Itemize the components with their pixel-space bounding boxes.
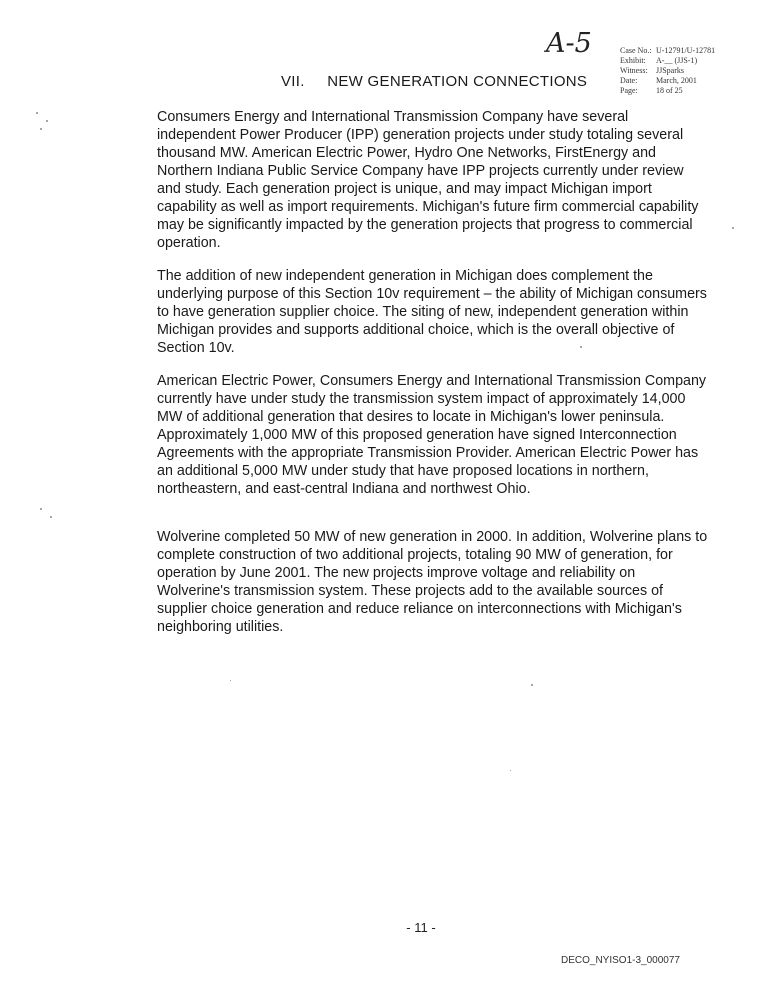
paragraph-wolverine: Wolverine completed 50 MW of new generation in 2000. In addition, Wolverine plans to complete construction of two additional projects, totaling 90 MW of generation, for operation by June 2001. The new projects improve voltage and reliability on Wolverine's transmission system. These projects add to the available sources of supplier choice generation and reduce reliance on interconnections with Michigan's neighboring utilities. [157, 529, 708, 635]
exhibit-value: A-__ (JJS-1) [656, 56, 698, 65]
case-stamp-row [620, 86, 715, 96]
scan-speck [580, 346, 582, 348]
scan-speck [40, 508, 42, 510]
case-stamp-row [620, 66, 715, 76]
scan-speck [230, 680, 231, 681]
bates-number: DECO_NYISO1-3_000077 [561, 955, 680, 966]
scan-speck [531, 684, 533, 686]
scan-speck [732, 227, 734, 229]
case-stamp-row [620, 46, 715, 56]
case-no-label: Case No.: [620, 46, 652, 55]
page-label: Page: [620, 86, 638, 95]
section-title: NEW GENERATION CONNECTIONS [327, 73, 588, 90]
paragraph-transmission-study: American Electric Power, Consumers Energy and International Transmission Company currently have under study the transmission system impact of approximately 14,000 MW of additional generation that desires to locate in Michigan's lower peninsula. Approximately 1,000 MW of this proposed generation have signed Interconnection Agreements with the appropriate Transmission Provider. American Electric Power has an additional 5,000 MW under study that have proposed locations in northern, northeastern, and east-central Indiana and northwest Ohio. [157, 373, 707, 497]
date-value: March, 2001 [656, 76, 697, 85]
case-stamp-row [620, 76, 715, 86]
scan-speck [40, 128, 42, 130]
paragraph-section-10v: The addition of new independent generation in Michigan does complement the underlying purpose of this Section 10v requirement – the ability of Michigan consumers to have generation supplier choice. The siting of new, independent generation within Michigan provides and supports additional choice, which is the overall objective of Section 10v. [157, 268, 707, 356]
section-number: VII. [281, 73, 305, 90]
page-value: 18 of 25 [656, 86, 683, 95]
paragraph-ipp-projects: Consumers Energy and International Transmission Company have several independent Power Producer (IPP) generation projects under study totaling several thousand MW. American Electric Power, Hydro One Networks, FirstEnergy and Northern Indiana Public Service Company have IPP projects currently under review and study. Each generation project is unique, and may impact Michigan import capability as well as import requirements. Michigan's future firm commercial capability may be significantly impacted by the generation projects that progress to commercial operation. [157, 109, 699, 251]
date-label: Date: [620, 76, 638, 85]
scan-speck [46, 120, 48, 122]
witness-value: JJSparks [656, 66, 685, 75]
case-stamp-row [620, 56, 715, 66]
exhibit-label: Exhibit: [620, 56, 646, 65]
scan-speck [510, 770, 511, 771]
witness-label: Witness: [620, 66, 648, 75]
scan-speck [50, 516, 52, 518]
page-number: - 11 - [406, 920, 436, 935]
case-stamp [620, 46, 715, 96]
section-heading [281, 73, 587, 90]
scan-speck [36, 112, 38, 114]
handwritten-exhibit-mark: A-5 [546, 28, 592, 59]
case-no-value: U-12791/U-12781 [656, 46, 716, 55]
